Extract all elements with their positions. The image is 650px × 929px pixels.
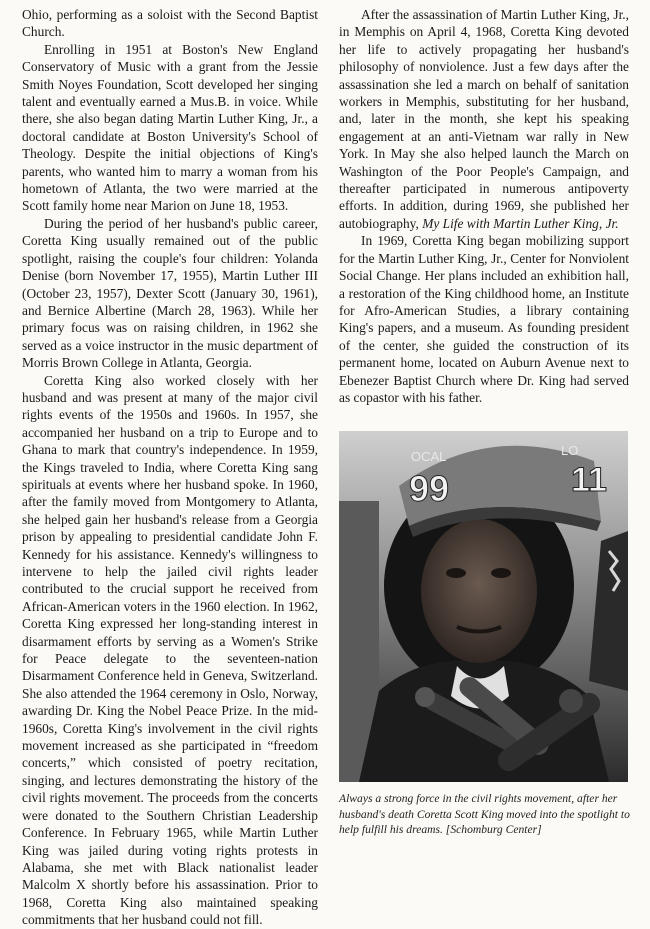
cap-text-left: OCAL xyxy=(411,449,447,464)
paragraph: Coretta King also worked closely with her husband and was present at many of the major civil rights events of the 1950s and 1960s. In 1957, she accompanied her husband on a trip to Europe and to Ghana to mark that country's independence. In 1959, the Kings traveled to India, where Coretta King sang spirituals at events where her husband spoke. In 1960, after the family moved from Montgomery to Atlanta, she helped gain her husband's release from a Georgia prison by appealing to presidential candidate John F. Kennedy for his assistance. Kennedy's willingness to intervene to help the jailed civil rights leader contributed to the crucial support he received from African-American voters in the 1960 election. In 1962, Coretta King expressed her long-standing interest in disarmament efforts by serving as a Women's Strike for Peace delegate to the seventeen-nation Disarmament Conference held in Geneva, Switzerland. She also attended the 1964 ceremony in Oslo, Norway, awarding Dr. King the Nobel Peace Prize. In the mid-1960s, Coretta King's involvement in the civil rights movement increased as she participated in “freedom concerts,” which consisted of poetry recitation, singing, and lectures demonstrating the history of the civil rights movement. The proceeds from the concerts were donated to the Southern Christian Leadership Conference. In February 1965, while Martin Luther King was jailed during voting rights protests in Alabama, she met with Black nationalist leader Malcolm X shortly before his assassination. Prior to 1968, Coretta King also maintained speaking commitments that her husband could not fill. xyxy=(22,372,318,928)
paragraph xyxy=(339,6,629,232)
photo-caption: Always a strong force in the civil rights movement, after her husband's death Coretta Scott King moved into the spotlight to help fulfill his dreams. [Schomburg Center] xyxy=(339,792,630,837)
cap-text-right: LO xyxy=(561,443,579,458)
paragraph: Ohio, performing as a soloist with the Second Baptist Church. xyxy=(22,7,318,40)
paragraph: Enrolling in 1951 at Boston's New England Conservatory of Music with a grant from the Jessie Smith Noyes Foundation, Scott developed her singing talent and eventually earned a Mus.B. in voice. While there, she also began dating Martin Luther King, Jr., a doctoral candidate at Boston University's School of Theology. Despite the initial objections of King's parents, who wanted him to marry a woman from his hometown of Atlanta, the two were married at the Scott family home near Marion on June 18, 1953. xyxy=(22,41,318,214)
book-title: My Life with Martin Luther King, Jr. xyxy=(422,215,619,231)
cap-number-left: 99 xyxy=(409,468,450,509)
left-column xyxy=(22,6,318,929)
cap-number-right: 11 xyxy=(571,461,607,499)
paragraph: In 1969, Coretta King began mobilizing support for the Martin Luther King, Jr., Center for Nonviolent Social Change. Her plans included an exhibition hall, a restoration of the King childhood home, an Institute for Afro-American Studies, a library containing King's papers, and a museum. As founding president of the center, she guided the construction of its permanent home, located on Auburn Avenue next to Ebenezer Baptist Church where Dr. King had served as copastor with his father. xyxy=(339,233,629,405)
paragraph-text: After the assassination of Martin Luther King, Jr., in Memphis on April 4, 1968, Coretta King devoted her life to actively propagating her husband's philosophy of nonviolence. Just a few days after the assassination she led a march on behalf of sanitation workers in Memphis, substituting for her husband, and, later in the month, she kept his speaking engagement at an anti-Vietnam war rally in New York. In May she also helped launch the March on Washington of the Poor People's Campaign, and thereafter participated in numerous antipoverty efforts. In addition, during 1969, she published her autobiography, xyxy=(339,7,629,231)
portrait-photo xyxy=(339,431,628,782)
paragraph: During the period of her husband's public career, Coretta King usually remained out of the public spotlight, raising the couple's four children: Yolanda Denise (born November 17, 1955), Martin Luther III (October 23, 1957), Dexter Scott (January 30, 1961), and Bernice Albertine (March 28, 1963). While her primary focus was on raising children, in 1962 she served as a voice instructor in the music department of Morris Brown College in Atlanta, Georgia. xyxy=(22,215,318,371)
right-column xyxy=(339,6,629,406)
